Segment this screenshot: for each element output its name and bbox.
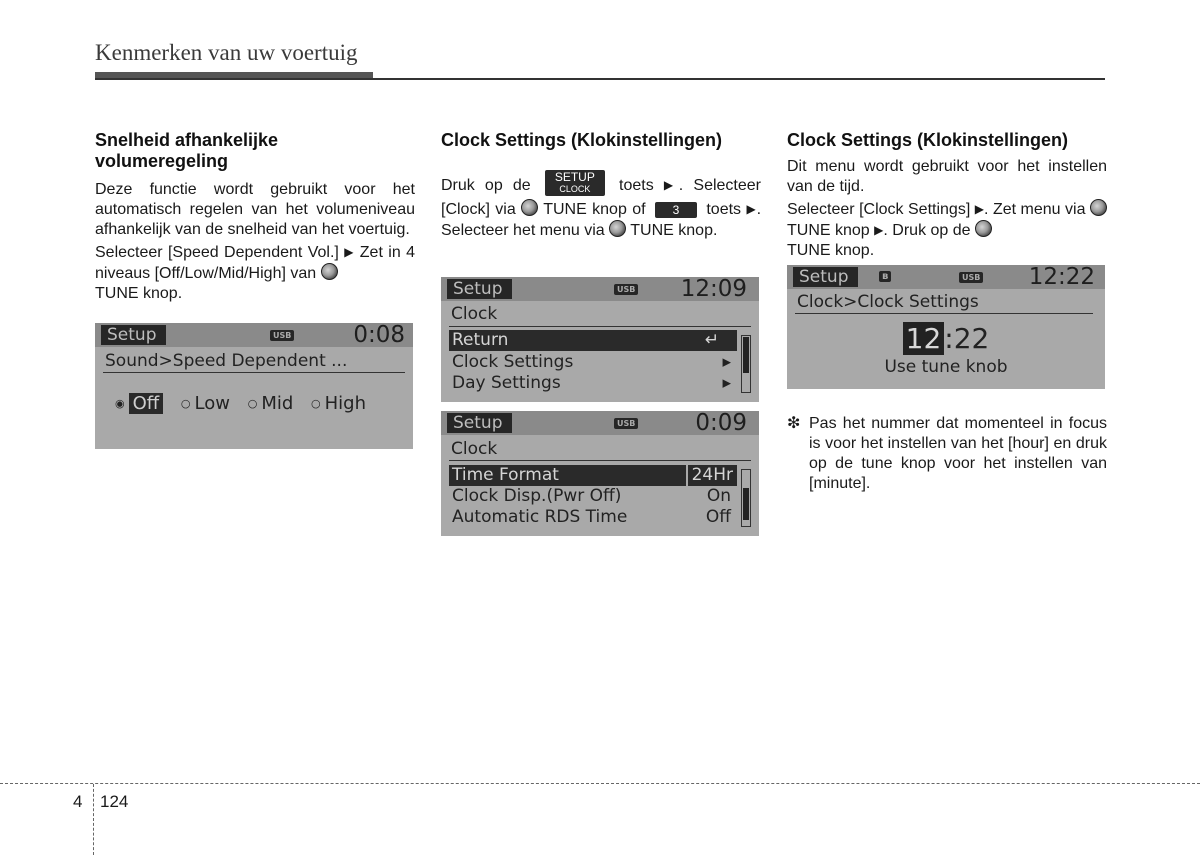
minute-field[interactable]: 22: [953, 322, 990, 355]
radio-icon: ○: [247, 397, 258, 410]
text-run: TUNE knop.: [787, 242, 875, 259]
usb-icon: USB: [270, 330, 294, 341]
menu-item-time-format[interactable]: Time Format 24Hr: [449, 465, 737, 486]
divider: [449, 326, 751, 327]
menu-item-day-settings[interactable]: Day Settings ▸: [452, 373, 731, 393]
text-run: . Druk op de: [883, 222, 971, 239]
menu-item-clock-settings[interactable]: Clock Settings ▸: [452, 352, 731, 372]
scrollbar[interactable]: [741, 469, 751, 527]
clock-time: 12:22: [1028, 265, 1095, 290]
footer-rule: [0, 783, 1200, 784]
section-heading: Clock Settings (Klokinstellingen): [441, 130, 723, 150]
divider: [449, 460, 751, 461]
radio-icon: ○: [311, 397, 321, 410]
note: [787, 414, 1107, 494]
setup-clock-button-icon: SETUP CLOCK: [545, 170, 605, 196]
scrollbar-thumb[interactable]: [743, 337, 749, 373]
paragraph: [441, 170, 762, 241]
tune-knob-icon: [609, 220, 626, 237]
menu-path: Clock>Clock Settings: [797, 292, 979, 312]
clock-time: 12:09: [680, 277, 747, 302]
header-rule: [95, 78, 1105, 80]
arrow-right-icon: ▶: [746, 202, 757, 216]
menu-item-clock-disp[interactable]: Clock Disp.(Pwr Off) On: [452, 486, 731, 506]
page-number: 124: [100, 792, 129, 811]
hint-text: Use tune knob: [884, 357, 1008, 377]
arrow-right-icon: ▶: [663, 178, 679, 193]
screen-speed-dependent: [95, 323, 413, 449]
column-speed-volume: [95, 130, 415, 306]
bluetooth-icon: ʙ: [879, 271, 891, 282]
option-mid[interactable]: ○ Mid: [247, 393, 294, 414]
scrollbar[interactable]: [741, 335, 751, 393]
setup-tag: Setup: [447, 279, 512, 299]
button-3-icon: 3: [655, 202, 697, 218]
chapter-number: 4: [73, 792, 83, 811]
option-list: [115, 393, 378, 415]
text-run: Druk op de: [441, 177, 531, 195]
text-run: TUNE knop.: [630, 222, 718, 239]
menu-path: Clock: [451, 439, 498, 459]
radio-selected-icon: ◉: [115, 397, 125, 410]
paragraph: [787, 199, 1107, 261]
chevron-right-icon: ▸: [722, 373, 731, 393]
text-run: toets: [706, 201, 742, 218]
option-value: On: [706, 486, 731, 506]
time-separator: :: [944, 322, 954, 355]
text-run: . Selecteer [Clock] via: [441, 177, 761, 218]
tune-knob-icon: [521, 199, 538, 216]
usb-icon: USB: [614, 284, 638, 295]
option-off[interactable]: ◉ Off: [115, 393, 163, 414]
option-low[interactable]: ○ Low: [180, 393, 230, 414]
arrow-right-icon: ▶: [974, 202, 985, 216]
note-text: Pas het nummer dat momenteel in focus is voor het instellen van het [hour] en druk op de tune knop voor het instellen van [minute].: [809, 415, 1107, 492]
footer-divider: [93, 784, 94, 855]
screen-clock-menu: [441, 277, 759, 402]
setup-tag: Setup: [101, 325, 166, 345]
text-run: toets: [619, 177, 654, 195]
note-marker-icon: ❇: [787, 415, 801, 432]
scrollbar-thumb[interactable]: [743, 488, 749, 520]
option-value: Off: [705, 507, 731, 527]
text-run: Selecteer [Clock Settings]: [787, 201, 971, 218]
text-run: Zet in 4 niveaus [Off/Low/Mid/High] van: [95, 244, 415, 282]
paragraph: [95, 242, 415, 304]
menu-item-rds-time[interactable]: Automatic RDS Time Off: [452, 507, 731, 527]
usb-icon: USB: [614, 418, 638, 429]
clock-time: 0:09: [695, 411, 747, 436]
clock-time: 0:08: [353, 323, 405, 348]
usb-icon: USB: [959, 272, 983, 283]
option-high[interactable]: ○ High: [311, 393, 367, 414]
time-editor: [787, 323, 1105, 355]
column-clock-settings: [441, 130, 761, 243]
radio-icon: ○: [180, 397, 191, 410]
paragraph: Deze functie wordt gebruikt voor het automatisch regelen van het volumeniveau afhankelijk van de snelheid van het voertuig.: [95, 181, 415, 238]
chevron-right-icon: ▸: [722, 352, 731, 372]
tune-knob-icon: [975, 220, 992, 237]
text-run: . Zet menu via: [984, 201, 1086, 218]
divider: [795, 313, 1093, 314]
column-clock-settings-detail: [787, 130, 1107, 263]
return-icon[interactable]: ↵: [687, 330, 737, 351]
page-header-title: Kenmerken van uw voertuig: [95, 40, 358, 65]
text-run: TUNE knop of: [543, 201, 646, 218]
screen-clock-options: [441, 411, 759, 536]
divider: [103, 372, 405, 373]
tune-knob-icon: [321, 263, 338, 280]
menu-path: Clock: [451, 304, 498, 324]
section-heading: Clock Settings (Klokinstellingen): [787, 130, 1069, 150]
paragraph: Dit menu wordt gebruikt voor het instellen van de tijd.: [787, 158, 1107, 195]
hour-field[interactable]: 12: [903, 322, 945, 355]
section-heading: Snelheid afhankelijke volumeregeling: [95, 130, 279, 171]
arrow-right-icon: ▶: [874, 223, 884, 237]
setup-tag: Setup: [447, 413, 512, 433]
arrow-right-icon: ▶: [344, 245, 355, 259]
text-run: TUNE knop: [787, 222, 870, 239]
setup-tag: Setup: [793, 267, 858, 287]
option-value: 24Hr: [686, 465, 737, 486]
menu-item-return[interactable]: Return: [449, 330, 701, 351]
text-run: Selecteer [Speed Dependent Vol.]: [95, 244, 339, 261]
menu-path: Sound>Speed Dependent ...: [105, 351, 348, 371]
tune-knob-icon: [1090, 199, 1107, 216]
text-run: . Selecteer het menu via: [441, 201, 762, 239]
text-run: TUNE knop.: [95, 285, 183, 302]
screen-clock-set-time: [787, 265, 1105, 389]
